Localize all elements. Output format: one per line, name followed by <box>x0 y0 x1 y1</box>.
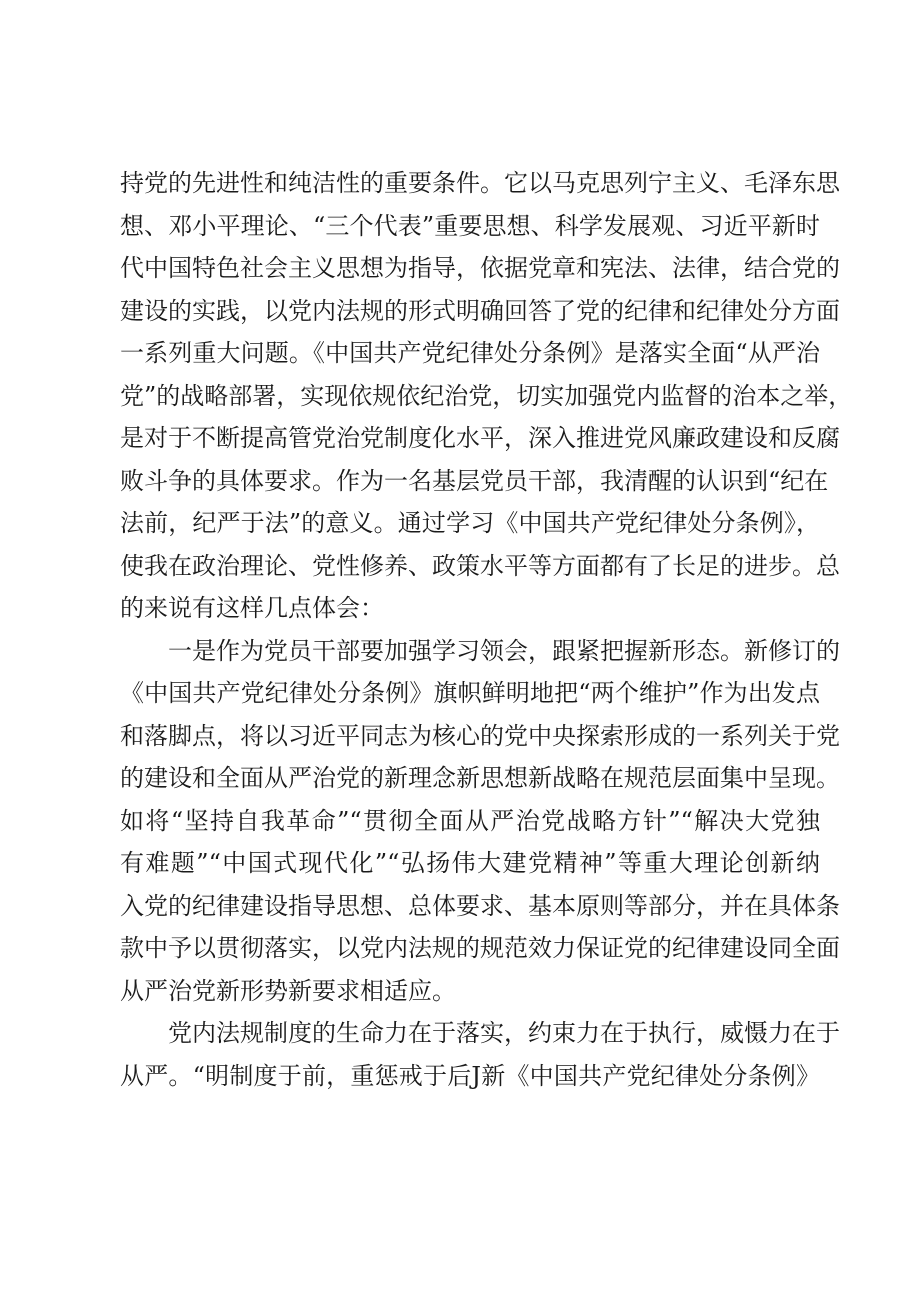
text-line: 党”的战略部署，实现依规依纪治党，切实加强党内监督的治本之举， <box>120 381 853 410</box>
text-line: 的建设和全面从严治党的新理念新思想新战略在规范层面集中呈现。 <box>120 764 840 792</box>
text-line: 败斗争的具体要求。作为一名基层党员干部，我清醒的认识到“纪在 <box>120 466 829 495</box>
text-line: 建设的实践，以党内法规的形式明确回答了党的纪律和纪律处分方面 <box>120 296 840 325</box>
text-line: 一是作为党员干部要加强学习领会，跟紧把握新形态。新修订的 <box>168 636 840 665</box>
text-line: 款中予以贯彻落实，以党内法规的规范效力保证党的纪律建设同全面 <box>120 934 840 962</box>
text-line: 的来说有这样几点体会： <box>120 594 384 622</box>
text-line: 是对于不断提高管党治党制度化水平，深入推进党风廉政建设和反腐 <box>120 424 840 452</box>
paragraph-1 <box>120 162 853 630</box>
text-line: 使我在政治理论、党性修养、政策水平等方面都有了长足的进步。总 <box>120 551 840 580</box>
text-line: 入党的纪律建设指导思想、总体要求、基本原则等部分，并在具体条 <box>120 891 840 920</box>
text-line: 如将“坚持自我革命”“贯彻全面从严治党战略方针”“解决大党独 <box>120 806 820 835</box>
text-line: 想、邓小平理论、“三个代表”重要思想、科学发展观、习近平新时 <box>120 211 820 240</box>
text-line: 代中国特色社会主义思想为指导，依据党章和宪法、法律，结合党的 <box>120 254 840 282</box>
text-line: 和落脚点，将以习近平同志为核心的党中央探索形成的一系列关于党 <box>120 721 840 750</box>
text-line: 一系列重大问题。《中国共产党纪律处分条例》是落实全面“从严治 <box>120 339 820 367</box>
text-line: 党内法规制度的生命力在于落实，约束力在于执行，威慑力在于 <box>168 1019 840 1047</box>
text-line: 从严。“明制度于前，重惩戒于后J新《中国共产党纪律处分条例》 <box>120 1061 820 1090</box>
document-body <box>120 162 853 1097</box>
paragraph-3 <box>120 1012 840 1097</box>
text-line: 有难题”“中国式现代化”“弘扬伟大建党精神”等重大理论创新纳 <box>120 849 820 877</box>
text-line: 从严治党新形势新要求相适应。 <box>120 976 456 1005</box>
text-line: 持党的先进性和纯洁性的重要条件。它以马克思列宁主义、毛泽东思 <box>120 169 840 197</box>
paragraph-2 <box>120 630 840 1013</box>
text-line: 法前，纪严于法”的意义。通过学习《中国共产党纪律处分条例》， <box>120 509 820 537</box>
text-line: 《中国共产党纪律处分条例》旗帜鲜明地把“两个维护”作为出发点 <box>120 679 820 707</box>
